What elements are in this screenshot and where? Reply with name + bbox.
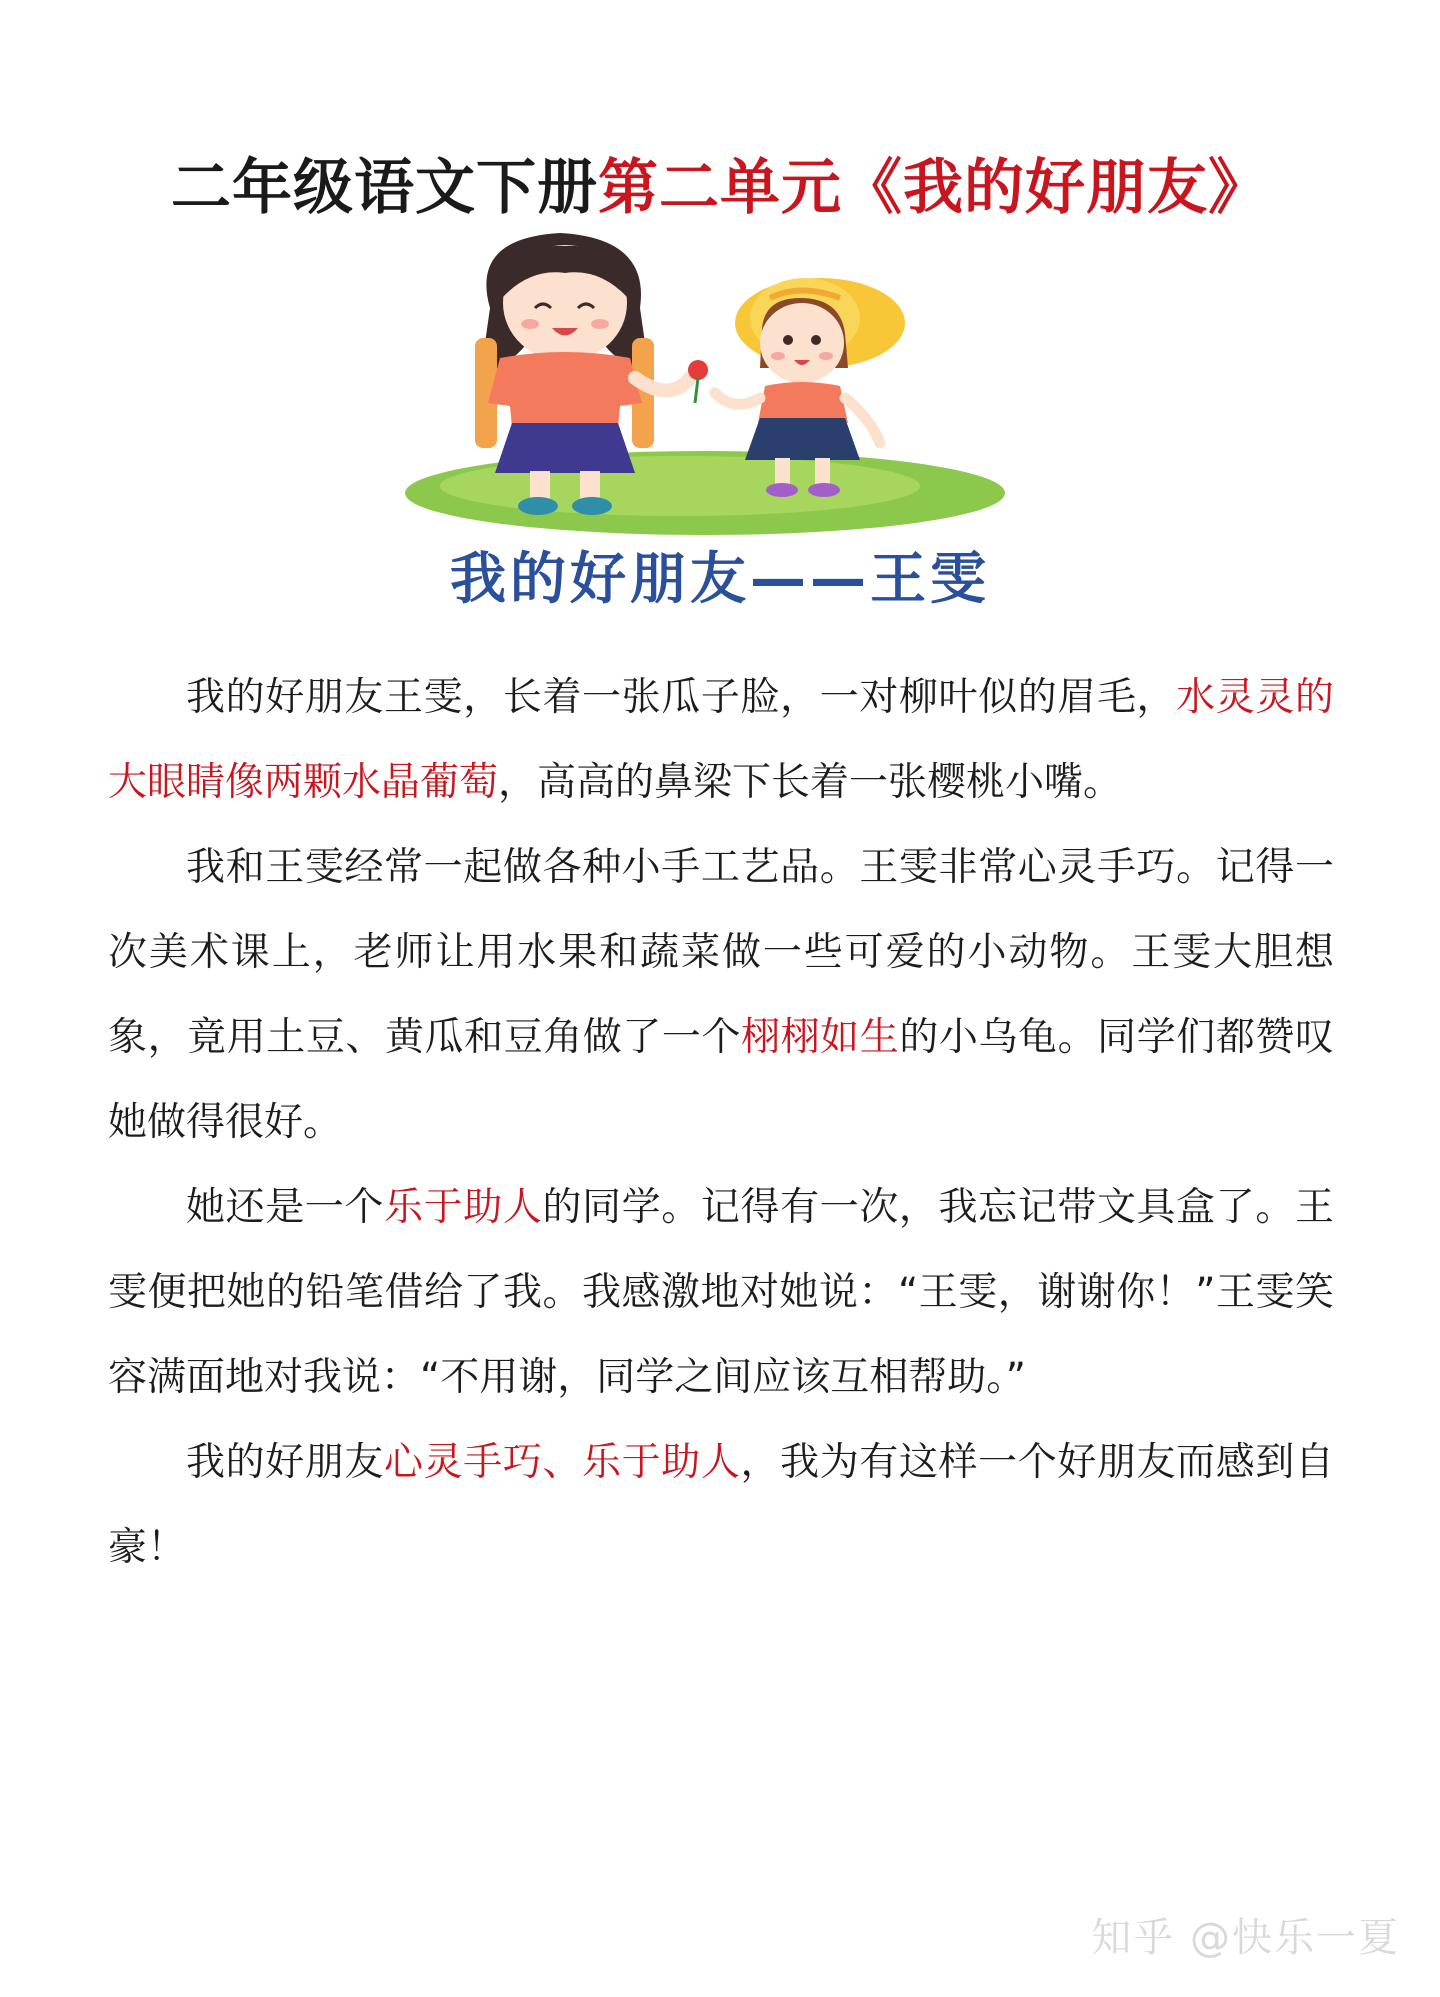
girls-drawing — [350, 228, 1070, 548]
zhihu-watermark: 知乎 @快乐一夏 — [1091, 1915, 1400, 1961]
illustration-caption: 我的好朋友——王雯 — [450, 547, 990, 612]
paragraph-2: 我和王雯经常一起做各种小手工艺品。王雯非常心灵手巧。记得一次美术课上，老师让用水果和蔬菜做一些可爱的小动物。王雯大胆想象，竟用土豆、黄瓜和豆角做了一个栩栩如生的小乌龟。同学们都赞叹她做得很好。 — [108, 845, 1334, 1145]
highlight-helpful: 乐于助人 — [384, 1185, 543, 1230]
paragraph-3: 她还是一个乐于助人的同学。记得有一次，我忘记带文具盒了。王雯便把她的铅笔借给了我。我感激地对她说：“王雯，谢谢你！”王雯笑容满面地对我说：“不用谢，同学之间应该互相帮助。” — [108, 1185, 1334, 1400]
paragraph-1: 我的好朋友王雯，长着一张瓜子脸，一对柳叶似的眉毛，水灵灵的大眼睛像两颗水晶葡萄，高高的鼻梁下长着一张樱桃小嘴。 — [108, 675, 1334, 805]
paragraph-4: 我的好朋友心灵手巧、乐于助人，我为有这样一个好朋友而感到自豪！ — [108, 1440, 1334, 1570]
highlight-eyes: 水灵灵的大眼睛像两颗水晶葡萄 — [108, 675, 1334, 805]
highlight-summary: 心灵手巧、乐于助人 — [384, 1440, 741, 1485]
title-unit: 第二单元《我的好朋友》 — [598, 153, 1269, 224]
page-title — [0, 148, 1440, 228]
article-body — [108, 655, 1334, 1590]
title-grade: 二年级语文下册 — [171, 153, 598, 224]
highlight-lifelike: 栩栩如生 — [741, 1015, 900, 1060]
